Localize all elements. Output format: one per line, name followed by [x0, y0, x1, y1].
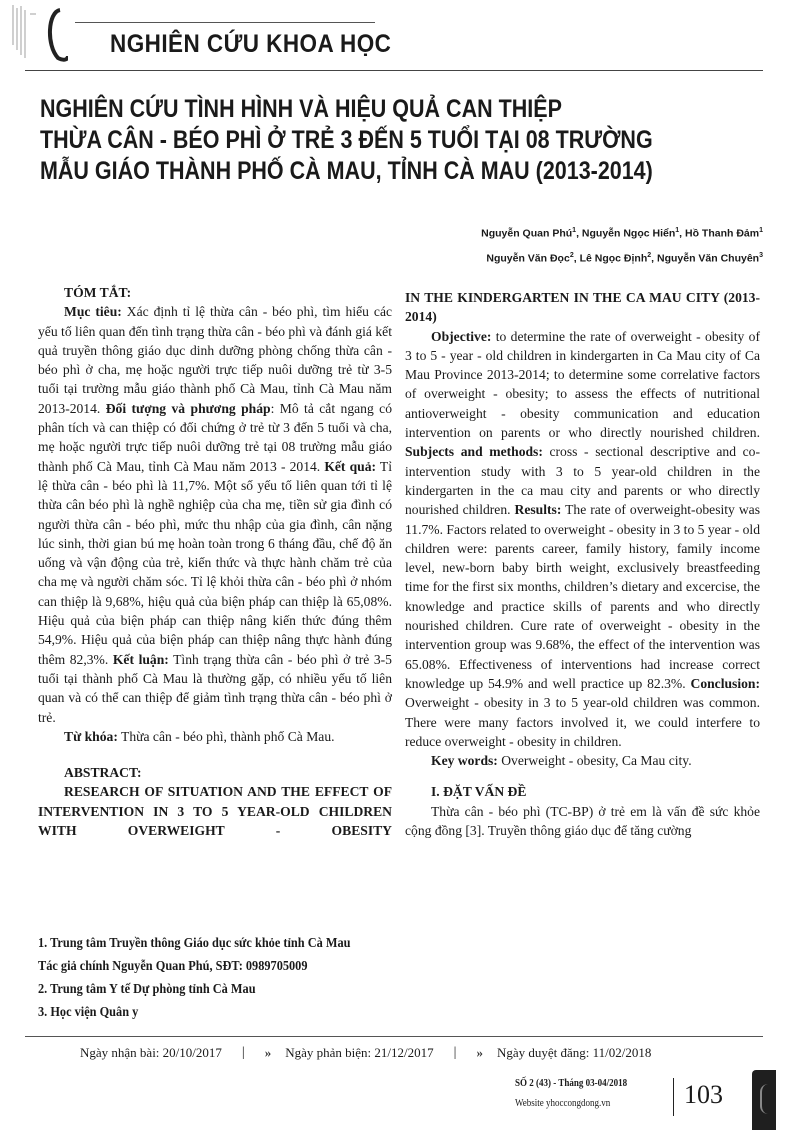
author-name: Nguyễn Ngọc Hiển — [581, 227, 676, 240]
summary-paragraph: Mục tiêu: Xác định tỉ lệ thừa cân - béo phì, tìm hiểu các yếu tố liên quan đến tình trạng thừa cân - béo phì và đánh giá kết quả truyền thông giáo dục dinh dưỡng phòng chống thừa cân - béo phì ở cha, mẹ hoặc người trực tiếp nuôi dưỡng trẻ từ 3-5 tuổi tại trường mẫu giáo thành phố Cà Mau, tỉnh Cà Mau năm 2013-2014. Đối tượng và phương pháp: Mô tả cắt ngang có phân tích và can thiệp có đối chứng ở trẻ từ 3 đến 5 tuổi và cha, mẹ hoặc người trực tiếp nuôi dưỡng trẻ tại 08 trường mẫu giáo thành phố Cà Mau, tỉnh Cà Mau năm 2013 - 2014. Kết quả: Tỉ lệ thừa cân - béo phì là 11,7%. Một số yếu tố liên quan tới tỉ lệ thừa cân béo phì là nghề nghiệp của cha mẹ, tiền sử gia đình có người thừa cân - béo phì, mức thu nhập của gia đình, cân nặng lúc sinh, thời gian bú mẹ hoàn toàn trong 6 tháng đầu, chế độ ăn uống và vận động của trẻ, kiến thức và thực hành chăm trẻ của cha mẹ và người chăm sóc. Tỉ lệ khỏi thừa cân - béo phì ở nhóm can thiệp là 9,68%, hiệu quả của biện pháp can thiệp là 65,08%. Hiệu quả của biện pháp can thiệp nâng kiến thức đúng thêm 54,9%. Hiệu quả của biện pháp can thiệp nâng thực hành đúng thêm 82,3%. Kết luận: Tình trạng thừa cân - béo phì ở trẻ 3-5 tuổi tại thành phố Cà Mau là thường gặp, có nhiều yếu tố liên quan và có thể can thiệp để giảm tình trạng thừa cân - béo phì ở trẻ. — [38, 304, 393, 725]
author-name: Lê Ngọc Định — [579, 252, 648, 264]
intro-paragraph: Thừa cân - béo phì (TC-BP) ở trẻ em là vấn đề sức khỏe cộng đồng [3]. Truyền thông giáo dục để tăng cường — [405, 803, 760, 839]
double-chevron-icon: » — [264, 1045, 272, 1060]
header-top-rule — [75, 22, 375, 23]
separator: , — [679, 227, 685, 240]
author-affiliation-mark: 2 — [569, 251, 574, 259]
date-approved: Ngày duyệt đăng: 11/02/2018 — [496, 1045, 652, 1060]
separator: , — [651, 252, 657, 264]
double-chevron-icon: » — [476, 1045, 483, 1060]
author-affiliation-mark: 1 — [675, 227, 680, 234]
author-name: Nguyễn Văn Đọc — [486, 252, 570, 264]
article-dates — [80, 1045, 651, 1061]
title-line: THỪA CÂN - BÉO PHÌ Ở TRẺ 3 ĐẾN 5 TUỔI TẠI 08 TRƯỜNG — [40, 126, 653, 154]
author-name: Nguyễn Quan Phú — [481, 227, 573, 240]
issue-number: SỐ 2 (43) - Tháng 03-04/2018 — [515, 1078, 628, 1089]
article-title — [40, 94, 653, 187]
author-affiliation-mark: 1 — [759, 227, 763, 234]
author-affiliation-mark: 3 — [759, 251, 763, 259]
author-affiliation-mark: 2 — [647, 251, 652, 259]
title-line: MẪU GIÁO THÀNH PHỐ CÀ MAU, TỈNH CÀ MAU (2013-2014) — [40, 157, 653, 185]
abstract-title-part2: IN THE KINDERGARTEN IN THE CA MAU CITY (2013-2014) — [405, 290, 760, 325]
corresponding-author: Tác giả chính Nguyễn Quan Phú, SĐT: 0989705009 — [38, 959, 308, 974]
summary-heading: TÓM TẮT: — [64, 285, 132, 300]
abstract-paragraph: Objective: to determine the rate of overweight - obesity of 3 to 5 - year - old children in kindergarten in Ca Mau city of Ca Mau Province 2013-2014; to determine some correlative factors of overweight - obesity; to assess the effects of nutritional antioverweight - obesity communication and education intervention on parents or who directly nourished children. Subjects and methods: cross - sectional descriptive and co-intervention study with 3 to 5 year-old children in the kindergarten in the ca mau city and parents or who directly nourished children. Results: The rate of overweight-obesity was 11.7%. Factors related to overweight - obesity in 3 to 5 year - old children were: parents career, family history, family income level, new-born baby birth weight, exclusively breastfeeding time for the first six months, children’s dietary and excercise, the knowledge and practice skills of parents and who directly nourished children. Cure rate of overweight - obesity in the intervention group was 9.68%, the effect of the intervention was 65.08%. Effectiveness of interventions had increase correct knowledge up 54.9% and well practice up 82.3%. Conclusion: Overweight - obesity in 3 to 5 year-old children was common. There were many factors involved it, we could interfere to reduce overweight - obesity in children. — [405, 328, 760, 749]
section-title: NGHIÊN CỨU KHOA HỌC — [110, 30, 392, 58]
separator: , — [573, 252, 580, 264]
left-column — [38, 283, 392, 840]
summary-keywords: Từ khóa: Thừa cân - béo phì, thành phố Cà Mau. — [64, 728, 335, 744]
separator: , — [576, 227, 582, 240]
page-edge-tab-icon — [752, 1070, 776, 1130]
author-name: Hồ Thanh Đảm — [685, 227, 760, 240]
date-received: Ngày nhận bài: 20/10/2017 — [80, 1045, 222, 1060]
issue-info — [515, 1074, 627, 1114]
header-decoration-icon — [8, 0, 68, 62]
abstract-keywords: Key words: Overweight - obesity, Ca Mau city. — [431, 753, 692, 769]
affiliations — [38, 932, 350, 1024]
abstract-title-part1: RESEARCH OF SITUATION AND THE EFFECT OF INTERVENTION IN 3 TO 5 YEAR-OLD CHILDREN WITH OVERWEIGHT - OBESITY — [38, 784, 392, 839]
page-number: 103 — [684, 1080, 723, 1109]
separator: | — [453, 1045, 457, 1060]
title-line: NGHIÊN CỨU TÌNH HÌNH VÀ HIỆU QUẢ CAN THIỆP — [40, 95, 562, 123]
abstract-heading: ABSTRACT: — [64, 765, 142, 781]
page-number-divider — [673, 1078, 674, 1116]
author-name: Nguyễn Văn Chuyên — [656, 252, 760, 264]
intro-heading: I. ĐẶT VẤN ĐỀ — [431, 784, 527, 800]
separator: | — [241, 1045, 245, 1060]
affiliation: 2. Trung tâm Y tế Dự phòng tỉnh Cà Mau — [38, 982, 256, 997]
author-affiliation-mark: 1 — [572, 227, 577, 234]
header-rule — [25, 70, 763, 71]
author-list — [481, 220, 763, 269]
right-column — [405, 288, 760, 840]
affiliation: 3. Học viện Quân y — [38, 1005, 139, 1020]
footer-rule — [25, 1036, 763, 1037]
date-reviewed: Ngày phản biện: 21/12/2017 — [285, 1045, 434, 1060]
affiliation: 1. Trung tâm Truyền thông Giáo dục sức khỏe tỉnh Cà Mau — [38, 936, 351, 951]
website: Website yhoccongdong.vn — [515, 1098, 611, 1109]
